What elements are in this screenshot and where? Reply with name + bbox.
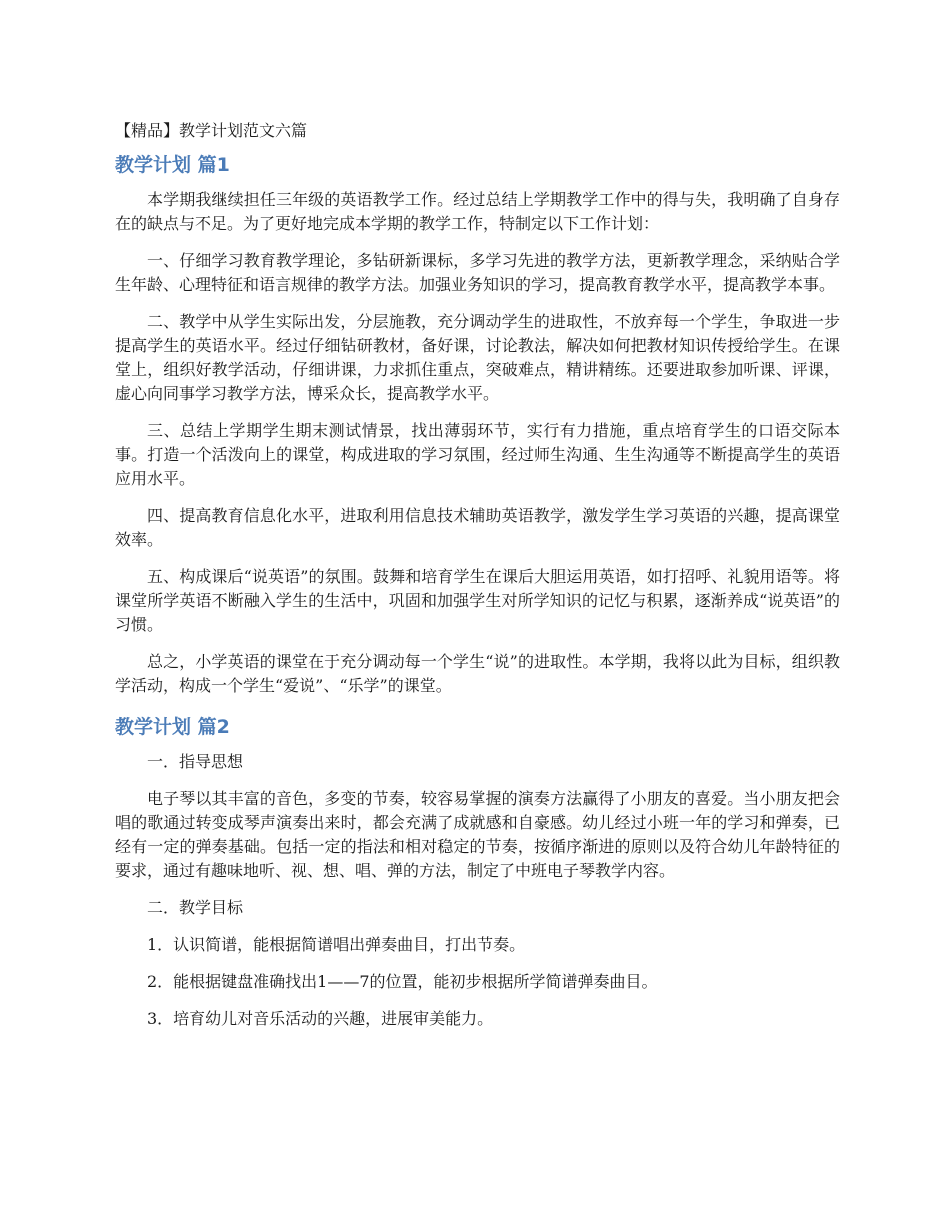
list-item: 3．培育幼儿对音乐活动的兴趣，进展审美能力。	[147, 1009, 494, 1028]
paragraph: 本学期我继续担任三年级的英语教学工作。经过总结上学期教学工作中的得与失，我明确了自身存在的缺点与不足。为了更好地完成本学期的教学工作，特制定以下工作计划：	[115, 190, 840, 233]
paragraph: 电子琴以其丰富的音色，多变的节奏，较容易掌握的演奏方法赢得了小朋友的喜爱。当小朋友把会唱的歌通过转变成琴声演奏出来时，都会充满了成就感和自豪感。幼儿经过小班一年的学习和弹奏，已经有一定的弹奏基础。包括一定的指法和相对稳定的节奏，按循序渐进的原则以及符合幼儿年龄特征的要求，通过有趣味地听、视、想、唱、弹的方法，制定了中班电子琴教学内容。	[115, 789, 840, 880]
section-heading: 教学计划 篇1	[115, 154, 230, 176]
paragraph: 四、提高教育信息化水平，进取利用信息技术辅助英语教学，激发学生学习英语的兴趣，提高课堂效率。	[115, 506, 840, 549]
document-title: 【精品】教学计划范文六篇	[115, 121, 308, 140]
section-heading: 教学计划 篇2	[115, 716, 230, 738]
list-item: 2．能根据键盘准确找出1——7的位置，能初步根据所学简谱弹奏曲目。	[147, 972, 658, 991]
document-page	[115, 118, 840, 1044]
list-item: 1．认识简谱，能根据简谱唱出弹奏曲目，打出节奏。	[147, 935, 526, 954]
subheading: 一．指导思想	[147, 752, 244, 771]
paragraph: 二、教学中从学生实际出发，分层施教，充分调动学生的进取性，不放弃每一个学生，争取进一步提高学生的英语水平。经过仔细钻研教材，备好课，讨论教法，解决如何把教材知识传授给学生。在课堂上，组织好教学活动，仔细讲课，力求抓住重点，突破难点，精讲精练。还要进取参加听课、评课，虚心向同事学习教学方法，博采众长，提高教学水平。	[115, 312, 840, 403]
paragraph: 三、总结上学期学生期末测试情景，找出薄弱环节，实行有力措施，重点培育学生的口语交际本事。打造一个活泼向上的课堂，构成进取的学习氛围，经过师生沟通、生生沟通等不断提高学生的英语应用水平。	[115, 421, 840, 488]
paragraph: 五、构成课后“说英语”的氛围。鼓舞和培育学生在课后大胆运用英语，如打招呼、礼貌用语等。将课堂所学英语不断融入学生的生活中，巩固和加强学生对所学知识的记忆与积累，逐渐养成“说英语”的习惯。	[115, 567, 840, 634]
section-2	[115, 712, 840, 1031]
paragraph: 总之，小学英语的课堂在于充分调动每一个学生“说”的进取性。本学期，我将以此为目标，组织教学活动，构成一个学生“爱说”、“乐学”的课堂。	[115, 652, 840, 695]
paragraph: 一、仔细学习教育教学理论，多钻研新课标，多学习先进的教学方法，更新教学理念，采纳贴合学生年龄、心理特征和语言规律的教学方法。加强业务知识的学习，提高教育教学水平，提高教学本事。	[115, 251, 840, 294]
section-1	[115, 150, 840, 698]
subheading: 二．教学目标	[147, 898, 244, 917]
